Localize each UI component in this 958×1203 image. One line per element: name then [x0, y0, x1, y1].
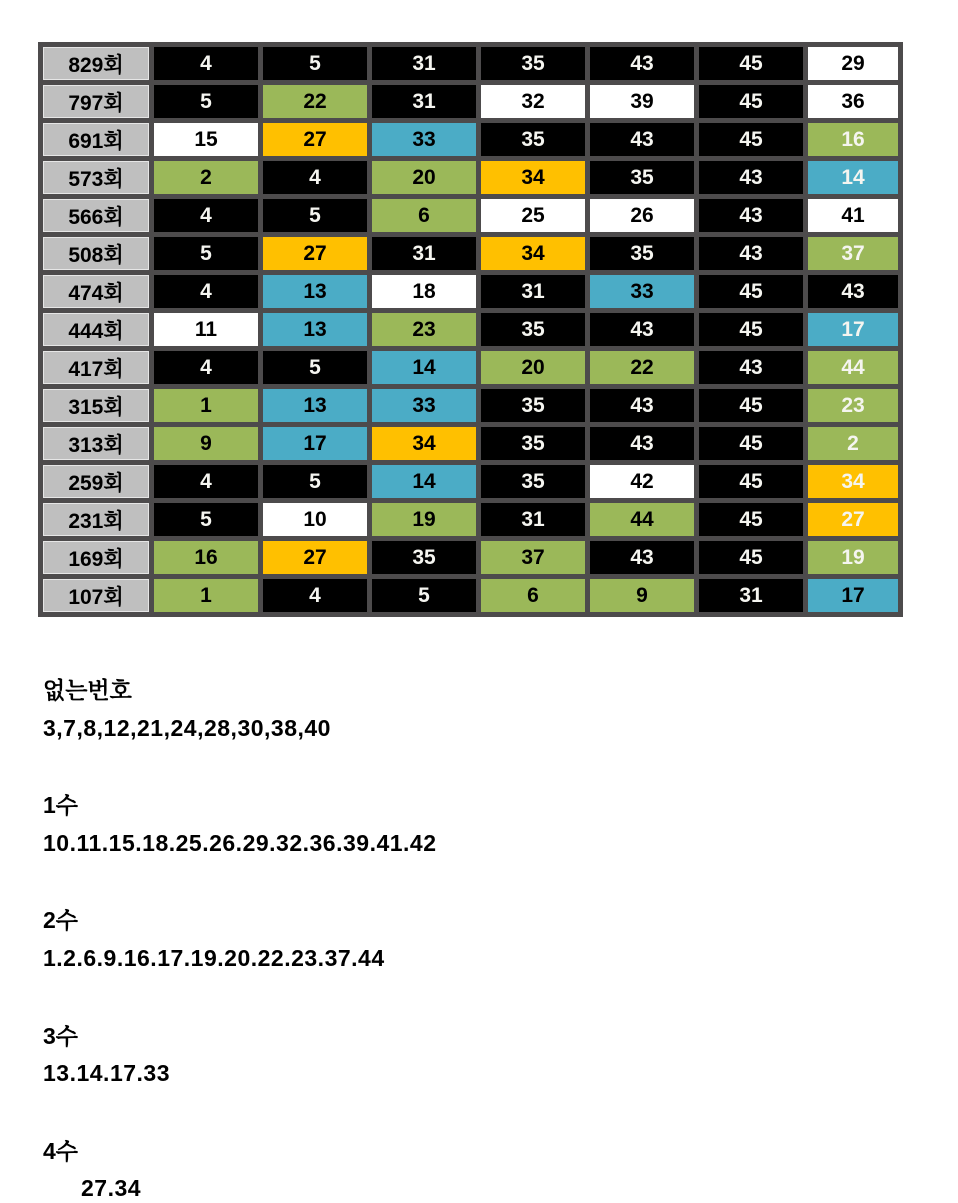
number-cell: 4: [263, 161, 367, 194]
number-cell: 1: [154, 389, 258, 422]
summary-section: [43, 907, 958, 972]
section-value: 10.11.15.18.25.26.29.32.36.39.41.42: [43, 829, 437, 856]
table-row: [43, 313, 898, 346]
table-row: [43, 85, 898, 118]
number-cell: 43: [590, 389, 694, 422]
number-cell: 43: [699, 237, 803, 270]
number-cell: 27: [263, 237, 367, 270]
number-cell: 22: [590, 351, 694, 384]
lotto-table-body: [43, 47, 898, 612]
number-cell: 4: [263, 579, 367, 612]
number-cell: 43: [590, 47, 694, 80]
lotto-history-table: [38, 42, 903, 617]
bonus-number-cell: 34: [808, 465, 898, 498]
table-row: [43, 351, 898, 384]
bonus-number-cell: 17: [808, 313, 898, 346]
table-row: [43, 123, 898, 156]
number-cell: 35: [590, 161, 694, 194]
round-label: 169회: [43, 541, 149, 574]
number-cell: 33: [372, 389, 476, 422]
number-cell: 35: [590, 237, 694, 270]
number-cell: 4: [154, 47, 258, 80]
bonus-number-cell: 36: [808, 85, 898, 118]
table-row: [43, 503, 898, 536]
number-cell: 31: [372, 237, 476, 270]
round-label: 474회: [43, 275, 149, 308]
number-cell: 45: [699, 541, 803, 574]
number-cell: 15: [154, 123, 258, 156]
number-cell: 18: [372, 275, 476, 308]
table-row: [43, 237, 898, 270]
summary-section: [43, 1138, 958, 1203]
round-label: 566회: [43, 199, 149, 232]
section-value: 13.14.17.33: [43, 1060, 171, 1087]
number-cell: 22: [263, 85, 367, 118]
section-label: 1수: [43, 792, 79, 819]
bonus-number-cell: 27: [808, 503, 898, 536]
number-cell: 14: [372, 351, 476, 384]
number-cell: 5: [154, 237, 258, 270]
number-cell: 5: [154, 503, 258, 536]
number-cell: 5: [372, 579, 476, 612]
number-cell: 35: [481, 427, 585, 460]
number-cell: 6: [372, 199, 476, 232]
round-label: 259회: [43, 465, 149, 498]
round-label: 797회: [43, 85, 149, 118]
number-cell: 17: [263, 427, 367, 460]
bonus-number-cell: 37: [808, 237, 898, 270]
number-cell: 11: [154, 313, 258, 346]
number-cell: 4: [154, 465, 258, 498]
number-cell: 43: [590, 123, 694, 156]
number-cell: 5: [263, 465, 367, 498]
round-label: 573회: [43, 161, 149, 194]
number-cell: 35: [481, 465, 585, 498]
round-label: 313회: [43, 427, 149, 460]
number-cell: 5: [263, 351, 367, 384]
bonus-number-cell: 19: [808, 541, 898, 574]
table-row: [43, 47, 898, 80]
number-cell: 31: [372, 85, 476, 118]
summary-sections: [38, 677, 958, 1203]
number-cell: 26: [590, 199, 694, 232]
bonus-number-cell: 17: [808, 579, 898, 612]
round-label: 231회: [43, 503, 149, 536]
number-cell: 43: [590, 427, 694, 460]
number-cell: 13: [263, 313, 367, 346]
number-cell: 19: [372, 503, 476, 536]
number-cell: 35: [481, 313, 585, 346]
number-cell: 1: [154, 579, 258, 612]
round-label: 444회: [43, 313, 149, 346]
number-cell: 34: [481, 237, 585, 270]
number-cell: 39: [590, 85, 694, 118]
number-cell: 2: [154, 161, 258, 194]
section-value: 1.2.6.9.16.17.19.20.22.23.37.44: [43, 944, 385, 971]
number-cell: 45: [699, 465, 803, 498]
number-cell: 45: [699, 47, 803, 80]
number-cell: 35: [372, 541, 476, 574]
number-cell: 45: [699, 313, 803, 346]
round-label: 107회: [43, 579, 149, 612]
number-cell: 20: [372, 161, 476, 194]
round-label: 691회: [43, 123, 149, 156]
number-cell: 43: [590, 313, 694, 346]
number-cell: 43: [699, 199, 803, 232]
number-cell: 34: [372, 427, 476, 460]
number-cell: 9: [154, 427, 258, 460]
number-cell: 44: [590, 503, 694, 536]
table-row: [43, 275, 898, 308]
number-cell: 4: [154, 199, 258, 232]
number-cell: 33: [372, 123, 476, 156]
number-cell: 23: [372, 313, 476, 346]
number-cell: 31: [481, 503, 585, 536]
bonus-number-cell: 29: [808, 47, 898, 80]
number-cell: 5: [263, 47, 367, 80]
table-row: [43, 579, 898, 612]
summary-section: [43, 1023, 958, 1088]
bonus-number-cell: 23: [808, 389, 898, 422]
number-cell: 20: [481, 351, 585, 384]
number-cell: 6: [481, 579, 585, 612]
number-cell: 45: [699, 275, 803, 308]
number-cell: 45: [699, 85, 803, 118]
number-cell: 27: [263, 123, 367, 156]
number-cell: 10: [263, 503, 367, 536]
number-cell: 5: [154, 85, 258, 118]
bonus-number-cell: 43: [808, 275, 898, 308]
number-cell: 43: [699, 351, 803, 384]
number-cell: 13: [263, 275, 367, 308]
round-label: 508회: [43, 237, 149, 270]
number-cell: 43: [699, 161, 803, 194]
number-cell: 14: [372, 465, 476, 498]
number-cell: 42: [590, 465, 694, 498]
number-cell: 33: [590, 275, 694, 308]
number-cell: 45: [699, 427, 803, 460]
table-row: [43, 161, 898, 194]
number-cell: 43: [590, 541, 694, 574]
table-row: [43, 541, 898, 574]
number-cell: 32: [481, 85, 585, 118]
table-row: [43, 389, 898, 422]
number-cell: 45: [699, 123, 803, 156]
number-cell: 4: [154, 275, 258, 308]
round-label: 417회: [43, 351, 149, 384]
number-cell: 35: [481, 47, 585, 80]
number-cell: 31: [481, 275, 585, 308]
number-cell: 45: [699, 389, 803, 422]
number-cell: 27: [263, 541, 367, 574]
section-value: 27.34: [81, 1175, 142, 1202]
number-cell: 45: [699, 503, 803, 536]
number-cell: 9: [590, 579, 694, 612]
bonus-number-cell: 14: [808, 161, 898, 194]
summary-section: [43, 677, 958, 742]
table-row: [43, 465, 898, 498]
section-value: 3,7,8,12,21,24,28,30,38,40: [43, 714, 331, 741]
number-cell: 31: [372, 47, 476, 80]
round-label: 829회: [43, 47, 149, 80]
table-row: [43, 199, 898, 232]
number-cell: 31: [699, 579, 803, 612]
table-row: [43, 427, 898, 460]
number-cell: 16: [154, 541, 258, 574]
number-cell: 13: [263, 389, 367, 422]
section-label: 없는번호: [43, 677, 132, 703]
number-cell: 5: [263, 199, 367, 232]
number-cell: 35: [481, 123, 585, 156]
number-cell: 34: [481, 161, 585, 194]
summary-section: [43, 792, 958, 857]
bonus-number-cell: 2: [808, 427, 898, 460]
number-cell: 37: [481, 541, 585, 574]
section-label: 4수: [43, 1137, 79, 1164]
number-cell: 25: [481, 199, 585, 232]
section-label: 3수: [43, 1022, 79, 1049]
number-cell: 35: [481, 389, 585, 422]
section-label: 2수: [43, 907, 79, 934]
number-cell: 4: [154, 351, 258, 384]
bonus-number-cell: 16: [808, 123, 898, 156]
bonus-number-cell: 41: [808, 199, 898, 232]
bonus-number-cell: 44: [808, 351, 898, 384]
round-label: 315회: [43, 389, 149, 422]
